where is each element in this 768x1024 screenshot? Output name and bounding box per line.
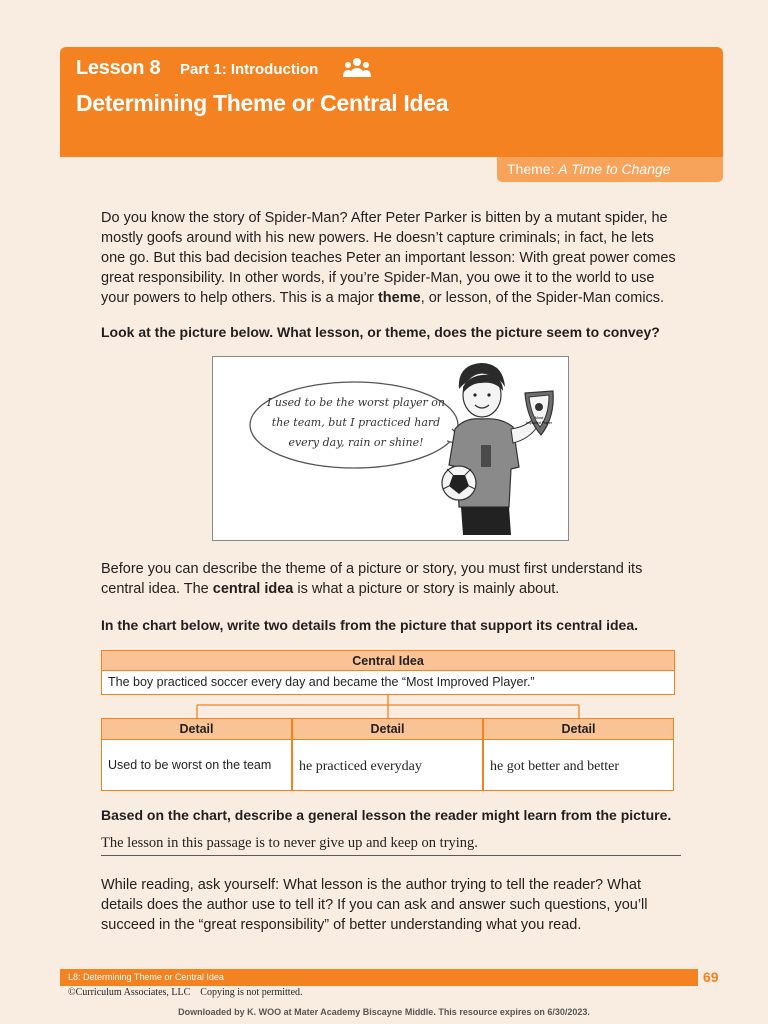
- detail-cell-3[interactable]: he got better and better: [483, 740, 674, 791]
- download-notice: Downloaded by K. WOO at Mater Academy Biscayne Middle. This resource expires on 6/30/2023.: [178, 1007, 590, 1017]
- question-chart: In the chart below, write two details from the picture that support its central idea.: [101, 617, 639, 633]
- question-picture: Look at the picture below. What lesson, or theme, does the picture seem to convey?: [101, 324, 660, 340]
- detail-header: Detail: [101, 718, 292, 740]
- intro-paragraph: [101, 208, 681, 308]
- boy-with-trophy-illustration: [441, 357, 561, 540]
- central-idea-header: Central Idea: [101, 650, 675, 671]
- intro-text-end: , or lesson, of the Spider-Man comics.: [420, 290, 665, 306]
- intro-text: Do you know the story of Spider-Man? After Peter Parker is bitten by a mutant spider, he mostly goofs around with his new powers. He doesn’t capture criminals; in fact, he lets one go. But this bad decision teaches Peter an important lesson: With great power comes great responsibility. In other words, if you’re Spider-Man, you owe it to the world to use your powers to help others. This is a major: [101, 210, 676, 306]
- chart-connector-lines: [101, 695, 675, 719]
- central-bold: central idea: [212, 581, 294, 597]
- people-group-icon: [342, 57, 372, 81]
- question-lesson: Based on the chart, describe a general lesson the reader might learn from the picture.: [101, 807, 672, 823]
- speech-text: [261, 393, 451, 453]
- central-idea-paragraph: [101, 559, 681, 599]
- detail-header: Detail: [292, 718, 483, 740]
- closing-paragraph: While reading, ask yourself: What lesson is the author trying to tell the reader? What details does the author use to tell it? If you can ask and answer such questions, you’ll succeed in the “great responsibility” of better understanding what you read.: [101, 877, 648, 933]
- theme-name: A Time to Change: [558, 161, 671, 177]
- answer-line: [101, 855, 681, 856]
- lesson-title: Determining Theme or Central Idea: [76, 90, 449, 116]
- theme-bar: [497, 157, 723, 182]
- lesson-number: Lesson 8: [76, 57, 161, 79]
- speech-line: I used to be the worst player on: [267, 396, 445, 409]
- speech-line: every day, rain or shine!: [288, 436, 424, 449]
- detail-cell-1[interactable]: Used to be worst on the team: [101, 740, 292, 791]
- answer-text[interactable]: The lesson in this passage is to never give up and keep on trying.: [101, 835, 478, 851]
- illustration: [212, 356, 569, 541]
- central-text-end: is what a picture or story is mainly about.: [293, 581, 560, 597]
- theme-prefix: Theme:: [507, 161, 559, 177]
- copyright: ©Curriculum Associates, LLC Copying is not permitted.: [68, 987, 303, 998]
- central-idea-cell: The boy practiced soccer every day and became the “Most Improved Player.”: [101, 671, 675, 695]
- part-label: Part 1: Introduction: [180, 61, 319, 78]
- central-text: Before you can describe the theme of a picture or story, you must first understand its central idea. The: [101, 561, 643, 597]
- footer-bar: L8: Determining Theme or Central Idea: [60, 969, 698, 986]
- lesson-header: [60, 47, 723, 157]
- intro-bold-theme: theme: [377, 290, 421, 306]
- detail-cell-2[interactable]: he practiced everyday: [292, 740, 483, 791]
- detail-header: Detail: [483, 718, 674, 740]
- badge-text: Improved Player: [525, 421, 553, 425]
- badge-text: Most: [534, 415, 544, 420]
- page-number: 69: [703, 969, 719, 985]
- speech-line: the team, but I practiced hard: [271, 416, 441, 429]
